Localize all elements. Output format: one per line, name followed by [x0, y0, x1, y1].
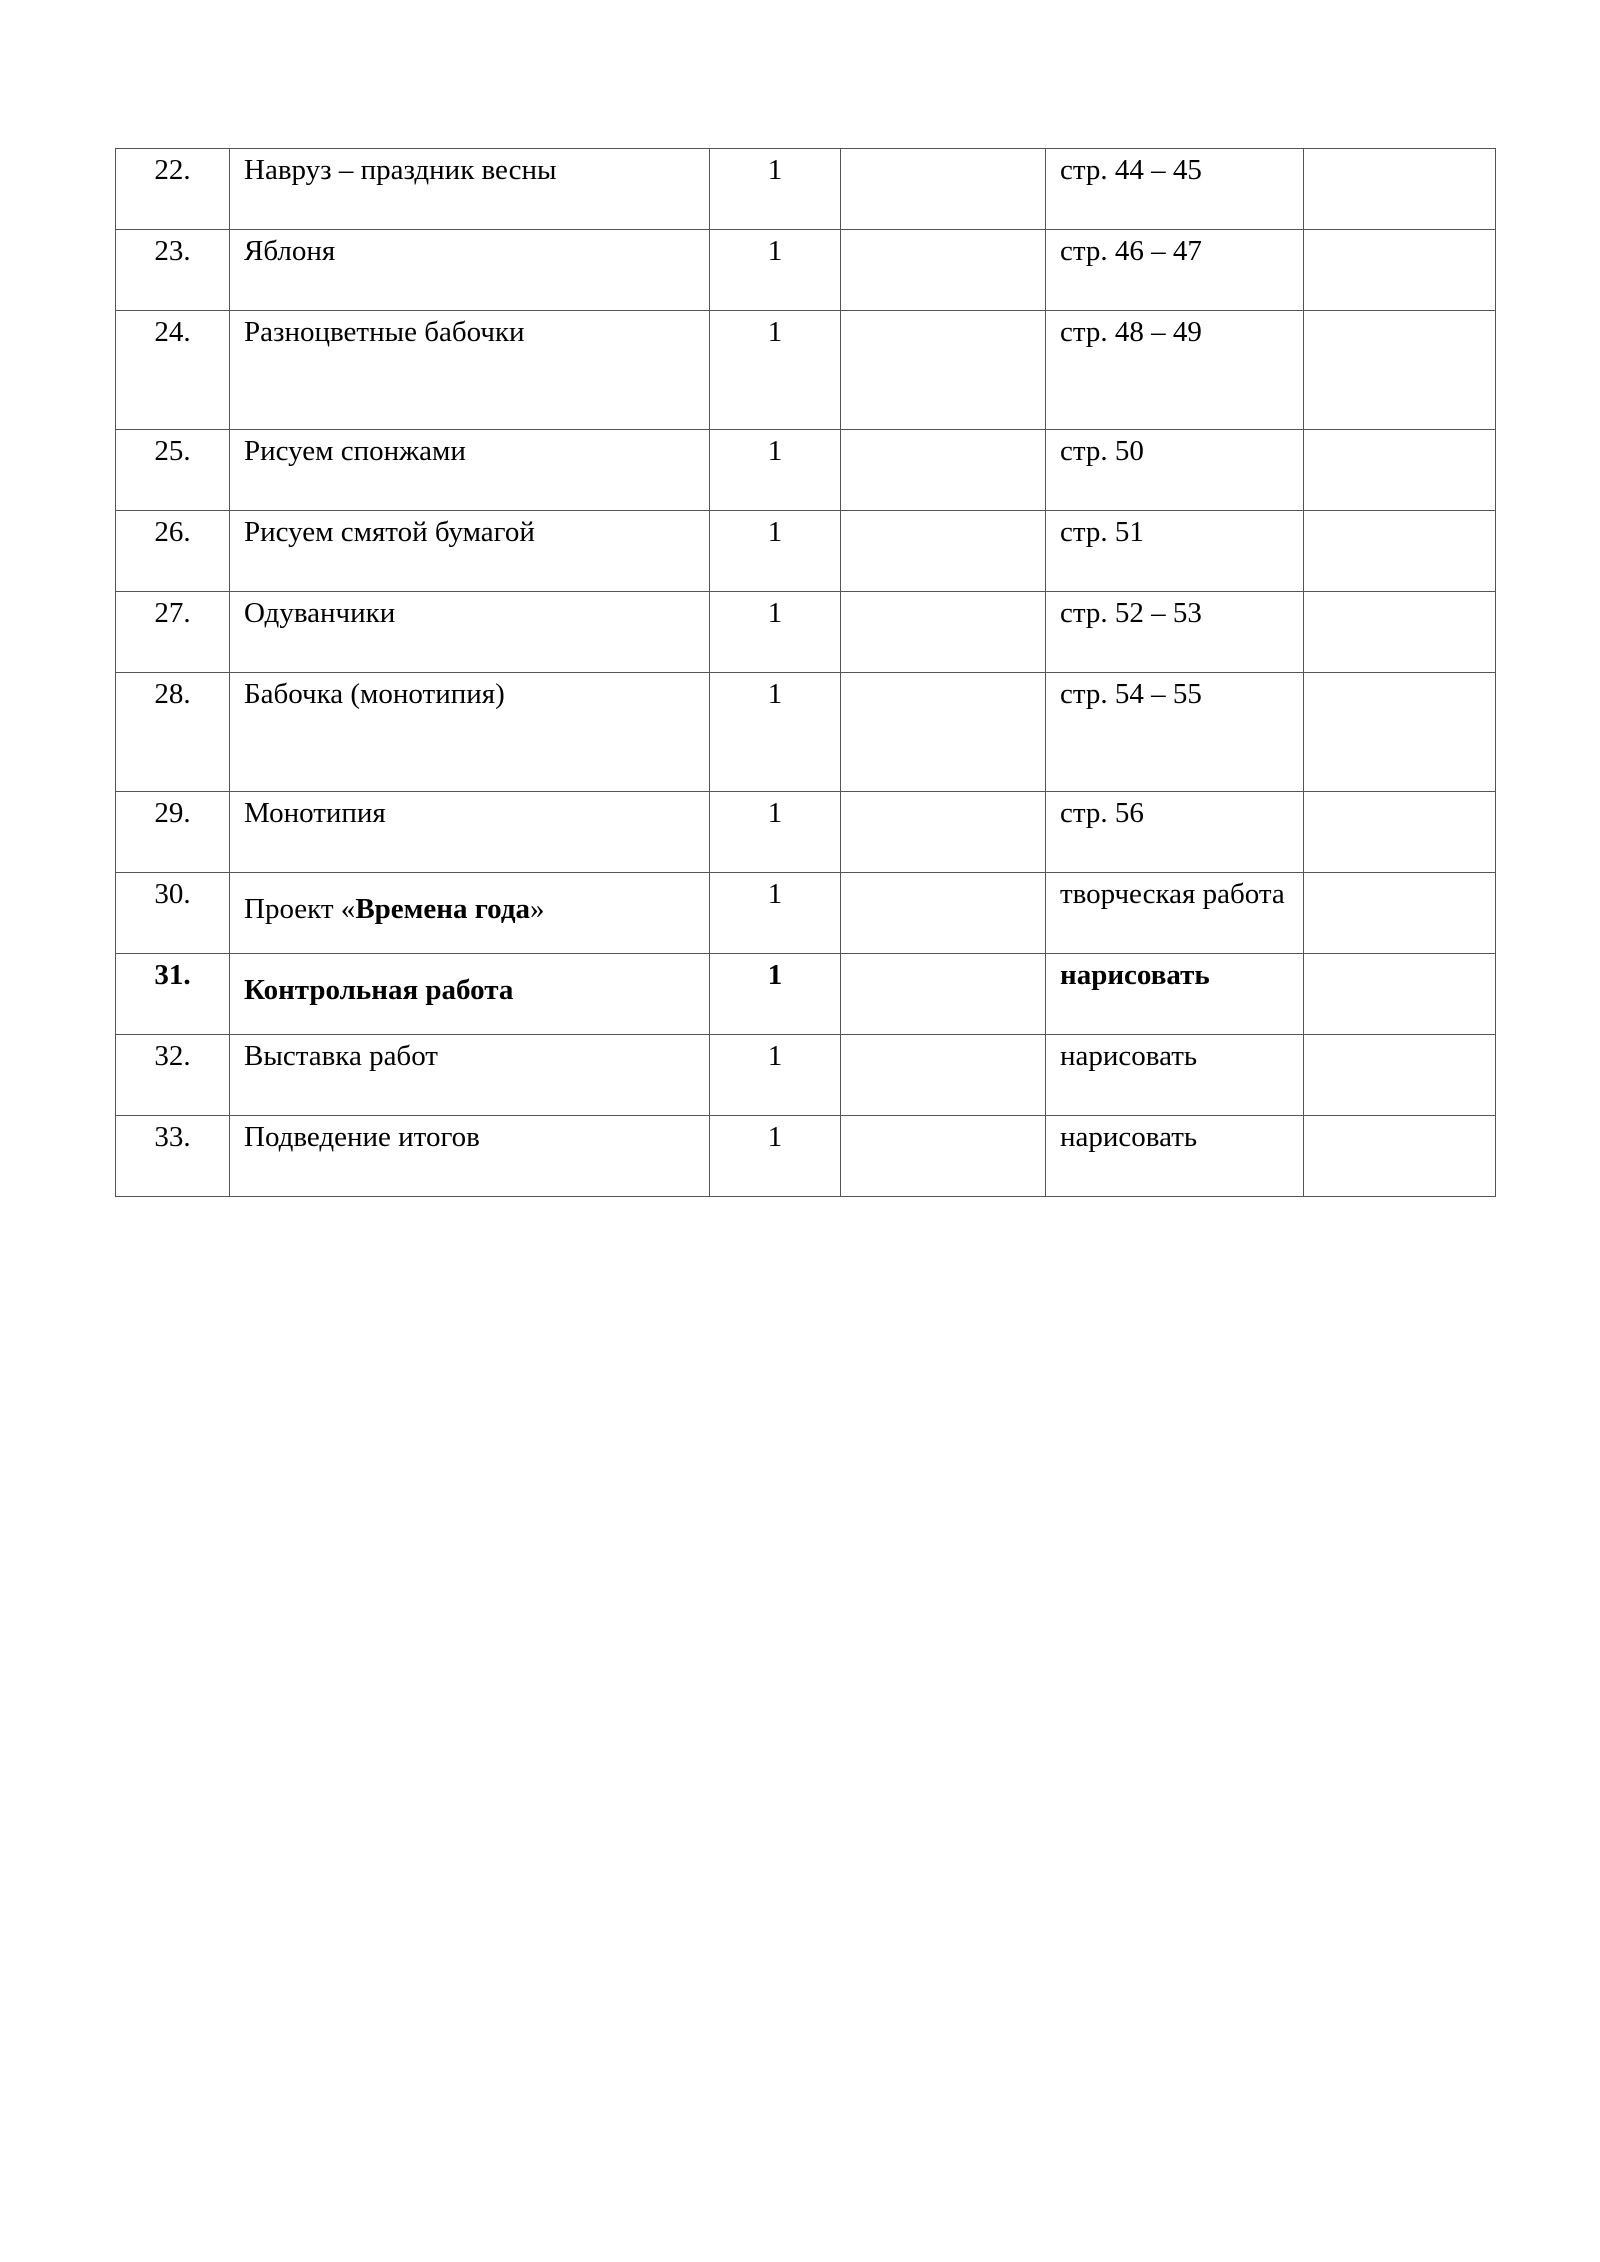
topic-bold: Времена года	[355, 893, 531, 925]
page-reference: стр. 44 – 45	[1046, 149, 1304, 230]
note-cell	[1304, 673, 1496, 792]
lesson-topic: Бабочка (монотипия)	[230, 673, 710, 792]
row-number: 25.	[116, 430, 230, 511]
note-cell	[1304, 149, 1496, 230]
table-row	[116, 1116, 1496, 1197]
note-cell	[1304, 511, 1496, 592]
page-reference: стр. 54 – 55	[1046, 673, 1304, 792]
hours-count: 1	[710, 1116, 841, 1197]
hours-count: 1	[710, 954, 841, 1035]
table-row	[116, 954, 1496, 1035]
row-number: 33.	[116, 1116, 230, 1197]
page-reference: стр. 52 – 53	[1046, 592, 1304, 673]
note-cell	[1304, 311, 1496, 430]
row-number: 28.	[116, 673, 230, 792]
lesson-topic	[230, 954, 710, 1035]
note-cell	[1304, 592, 1496, 673]
hours-count: 1	[710, 149, 841, 230]
table-row	[116, 792, 1496, 873]
table-row	[116, 592, 1496, 673]
table-row	[116, 511, 1496, 592]
page-reference: нарисовать	[1046, 954, 1304, 1035]
page-reference: стр. 56	[1046, 792, 1304, 873]
row-number: 31.	[116, 954, 230, 1035]
date-cell	[841, 430, 1046, 511]
lesson-topic: Яблоня	[230, 230, 710, 311]
note-cell	[1304, 1035, 1496, 1116]
topic-suffix: »	[530, 893, 545, 925]
row-number: 26.	[116, 511, 230, 592]
row-number: 30.	[116, 873, 230, 954]
date-cell	[841, 311, 1046, 430]
hours-count: 1	[710, 230, 841, 311]
page-reference: творческая работа	[1046, 873, 1304, 954]
row-number: 27.	[116, 592, 230, 673]
date-cell	[841, 792, 1046, 873]
lesson-topic-text	[244, 877, 695, 926]
table-row	[116, 430, 1496, 511]
hours-count: 1	[710, 592, 841, 673]
note-cell	[1304, 1116, 1496, 1197]
row-number: 32.	[116, 1035, 230, 1116]
date-cell	[841, 1116, 1046, 1197]
table-row	[116, 230, 1496, 311]
hours-count: 1	[710, 511, 841, 592]
lesson-topic-text: Контрольная работа	[244, 974, 514, 1006]
date-cell	[841, 511, 1046, 592]
date-cell	[841, 1035, 1046, 1116]
lesson-plan-table	[115, 148, 1496, 1197]
lesson-topic: Навруз – праздник весны	[230, 149, 710, 230]
page-reference: стр. 51	[1046, 511, 1304, 592]
hours-count: 1	[710, 430, 841, 511]
lesson-topic	[230, 873, 710, 954]
page-reference: нарисовать	[1046, 1116, 1304, 1197]
lesson-topic: Монотипия	[230, 792, 710, 873]
hours-count: 1	[710, 673, 841, 792]
table-row	[116, 149, 1496, 230]
date-cell	[841, 673, 1046, 792]
page-reference: стр. 50	[1046, 430, 1304, 511]
hours-count: 1	[710, 792, 841, 873]
lesson-topic: Подведение итогов	[230, 1116, 710, 1197]
date-cell	[841, 873, 1046, 954]
table-row	[116, 1035, 1496, 1116]
row-number: 22.	[116, 149, 230, 230]
note-cell	[1304, 792, 1496, 873]
hours-count: 1	[710, 311, 841, 430]
row-number: 29.	[116, 792, 230, 873]
page-reference: стр. 46 – 47	[1046, 230, 1304, 311]
lesson-topic: Одуванчики	[230, 592, 710, 673]
date-cell	[841, 149, 1046, 230]
note-cell	[1304, 873, 1496, 954]
note-cell	[1304, 954, 1496, 1035]
row-number: 24.	[116, 311, 230, 430]
page-reference: нарисовать	[1046, 1035, 1304, 1116]
lesson-topic: Выставка работ	[230, 1035, 710, 1116]
lesson-topic: Рисуем смятой бумагой	[230, 511, 710, 592]
hours-count: 1	[710, 873, 841, 954]
note-cell	[1304, 430, 1496, 511]
lesson-topic: Разноцветные бабочки	[230, 311, 710, 430]
hours-count: 1	[710, 1035, 841, 1116]
date-cell	[841, 592, 1046, 673]
table-row	[116, 873, 1496, 954]
page-reference: стр. 48 – 49	[1046, 311, 1304, 430]
row-number: 23.	[116, 230, 230, 311]
lesson-topic: Рисуем спонжами	[230, 430, 710, 511]
table-row	[116, 673, 1496, 792]
table-row	[116, 311, 1496, 430]
date-cell	[841, 954, 1046, 1035]
topic-prefix: Проект «	[244, 893, 356, 925]
note-cell	[1304, 230, 1496, 311]
date-cell	[841, 230, 1046, 311]
